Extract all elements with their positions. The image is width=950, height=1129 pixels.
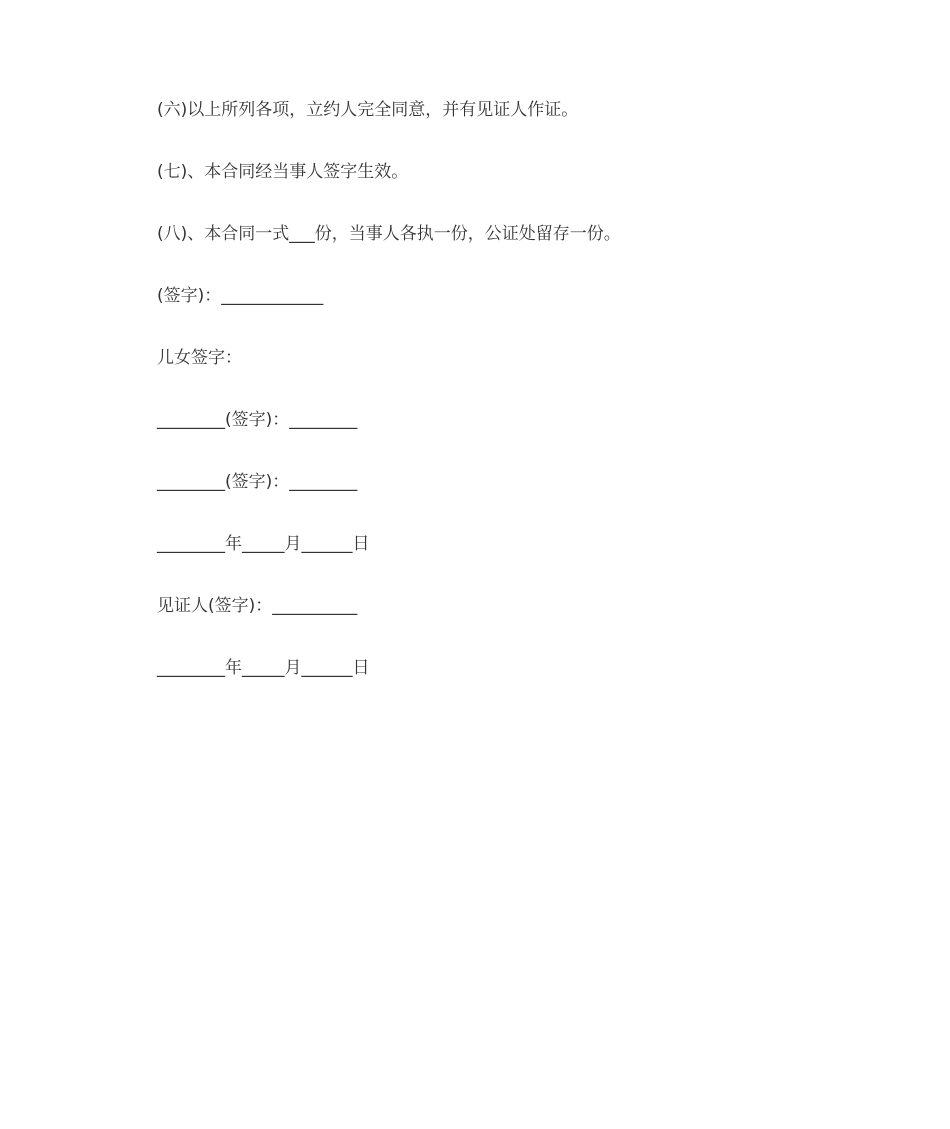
document-body <box>157 92 857 712</box>
child-signature-line-2: ________(签字)：________ <box>157 472 358 492</box>
date-line-2: ________年_____月______日 <box>157 658 370 678</box>
children-signature-heading: 儿女签字： <box>157 348 242 368</box>
signature-line: (签字)：____________ <box>157 286 324 306</box>
child-signature-line-1: ________(签字)：________ <box>157 410 358 430</box>
clause-seven: (七)、本合同经当事人签字生效。 <box>157 162 409 182</box>
witness-signature-line: 见证人(签字)：__________ <box>157 596 358 616</box>
clause-eight: (八)、本合同一式___份，当事人各执一份，公证处留存一份。 <box>157 224 621 244</box>
date-line-1: ________年_____月______日 <box>157 534 370 554</box>
clause-six: (六)以上所列各项，立约人完全同意，并有见证人作证。 <box>157 100 579 120</box>
